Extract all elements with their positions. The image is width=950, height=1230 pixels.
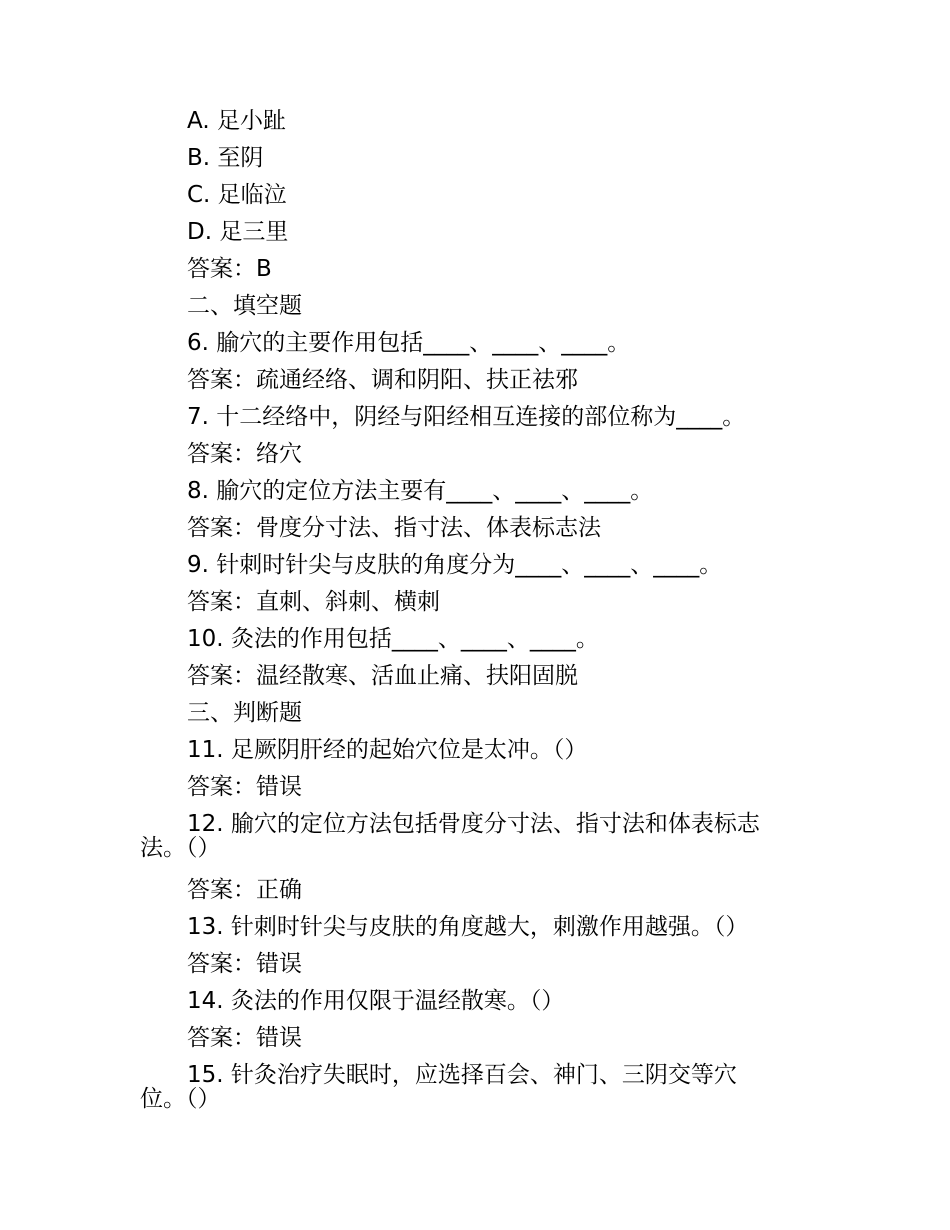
option-d: D. 足三里 xyxy=(187,219,289,245)
question-10: 10. 灸法的作用包括____、____、____。 xyxy=(187,626,599,652)
question-13: 13. 针刺时针尖与皮肤的角度越大，刺激作用越强。（） xyxy=(187,914,749,940)
option-a: A. 足小趾 xyxy=(187,108,286,134)
answer-7: 答案：络穴 xyxy=(187,441,302,467)
answer-11: 答案：错误 xyxy=(187,774,302,800)
question-8: 8. 腧穴的定位方法主要有____、____、____。 xyxy=(187,478,654,504)
question-12-line-1: 12. 腧穴的定位方法包括骨度分寸法、指寸法和体表标志 xyxy=(187,811,760,837)
section-heading-true-false: 三、判断题 xyxy=(187,700,302,726)
option-b: B. 至阴 xyxy=(187,145,264,171)
question-7: 7. 十二经络中，阴经与阳经相互连接的部位称为____。 xyxy=(187,404,746,430)
question-12-line-2: 法。（） xyxy=(140,835,221,861)
question-15-line-2: 位。（） xyxy=(140,1086,221,1112)
question-15-line-1: 15. 针灸治疗失眠时，应选择百会、神门、三阴交等穴 xyxy=(187,1062,737,1088)
section-heading-fill-in: 二、填空题 xyxy=(187,293,302,319)
question-15 xyxy=(140,1063,820,1123)
question-14: 14. 灸法的作用仅限于温经散寒。（） xyxy=(187,988,565,1014)
answer-5: 答案：B xyxy=(187,256,272,282)
question-9: 9. 针刺时针尖与皮肤的角度分为____、____、____。 xyxy=(187,552,723,578)
answer-13: 答案：错误 xyxy=(187,951,302,977)
question-12 xyxy=(140,812,820,872)
question-11: 11. 足厥阴肝经的起始穴位是太冲。（） xyxy=(187,737,588,763)
question-6: 6. 腧穴的主要作用包括____、____、____。 xyxy=(187,330,631,356)
answer-12: 答案：正确 xyxy=(187,877,302,903)
document-body xyxy=(140,103,820,1123)
answer-9: 答案：直刺、斜刺、横刺 xyxy=(187,589,440,615)
answer-6: 答案：疏通经络、调和阴阳、扶正祛邪 xyxy=(187,367,578,393)
answer-10: 答案：温经散寒、活血止痛、扶阳固脱 xyxy=(187,663,578,689)
option-c: C. 足临泣 xyxy=(187,182,287,208)
answer-8: 答案：骨度分寸法、指寸法、体表标志法 xyxy=(187,515,601,541)
answer-14: 答案：错误 xyxy=(187,1025,302,1051)
